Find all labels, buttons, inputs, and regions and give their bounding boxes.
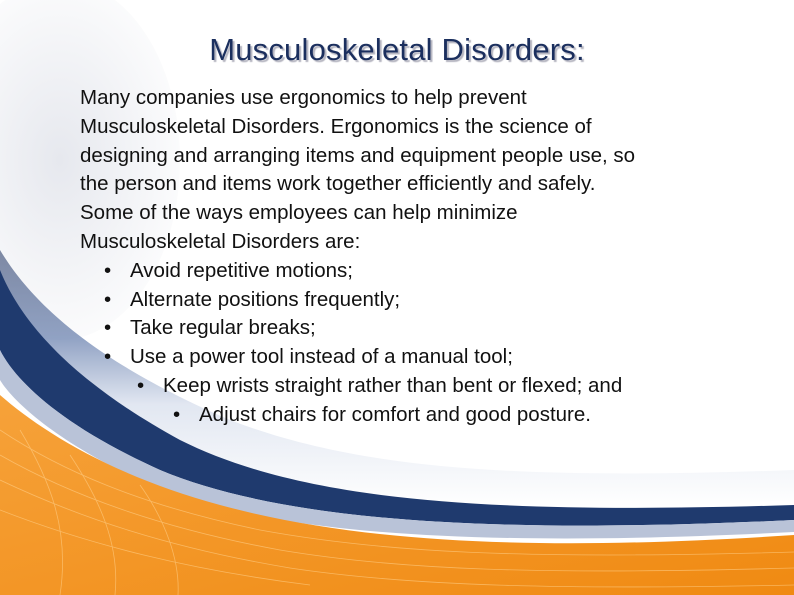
bullet-icon: • bbox=[104, 287, 112, 311]
bullet-text: Take regular breaks; bbox=[130, 316, 316, 340]
intro-line: Some of the ways employees can help minimize bbox=[80, 201, 518, 225]
bullet-text: Adjust chairs for comfort and good posture. bbox=[199, 402, 591, 426]
list-item bbox=[80, 314, 760, 343]
bullet-text: Keep wrists straight rather than bent or flexed; and bbox=[163, 373, 623, 397]
bullet-icon: • bbox=[104, 316, 112, 340]
slide-title: Musculoskeletal Disorders: bbox=[209, 32, 585, 67]
bullet-text: Alternate positions frequently; bbox=[130, 287, 401, 311]
bullet-list bbox=[80, 257, 760, 430]
list-item bbox=[80, 286, 760, 315]
list-item bbox=[80, 372, 760, 401]
bullet-icon: • bbox=[137, 373, 145, 397]
bullet-text: Avoid repetitive motions; bbox=[130, 258, 353, 282]
list-item bbox=[80, 257, 760, 286]
bullet-icon: • bbox=[104, 345, 112, 369]
intro-paragraph bbox=[80, 84, 760, 257]
intro-line: Musculoskeletal Disorders. Ergonomics is the science of bbox=[80, 114, 592, 138]
intro-line: Many companies use ergonomics to help prevent bbox=[80, 86, 527, 109]
list-item bbox=[80, 401, 760, 430]
intro-line: designing and arranging items and equipment people use, so bbox=[80, 143, 636, 167]
intro-line: Musculoskeletal Disorders are: bbox=[80, 229, 361, 253]
intro-line: the person and items work together efficiently and safely. bbox=[80, 172, 596, 196]
bullet-icon: • bbox=[173, 402, 181, 426]
list-item bbox=[80, 343, 760, 372]
slide-body bbox=[80, 84, 760, 430]
bullet-icon: • bbox=[104, 258, 112, 282]
bullet-text: Use a power tool instead of a manual tool; bbox=[130, 345, 513, 369]
